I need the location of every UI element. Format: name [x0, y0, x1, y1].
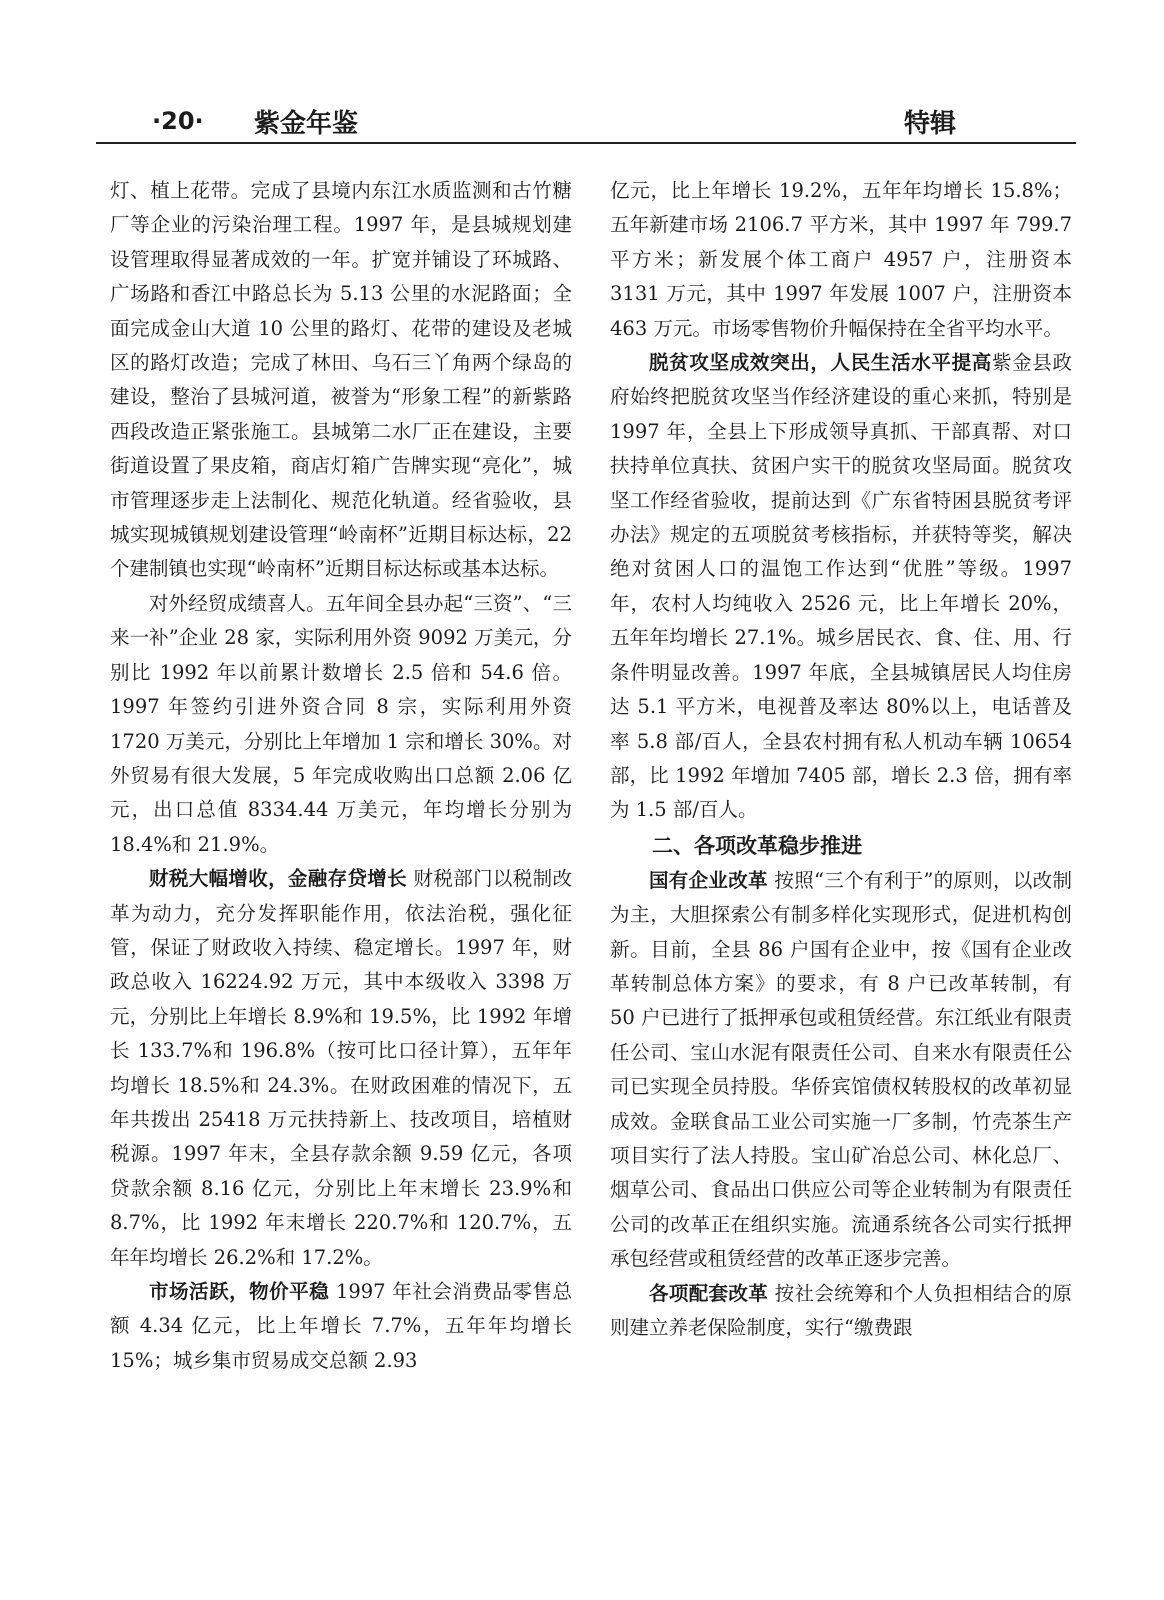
page-number: ·20· [152, 107, 204, 135]
paragraph [110, 1275, 572, 1378]
paragraph-body: 财税部门以税制改革为动力，充分发挥职能作用，依法治税，强化征管，保证了财政收入持续、稳定增长。1997 年，财政总收入 16224.92 万元，其中本级收入 3398 万元，分别比上年增长 8.9%和 19.5%，比 1992 年增长 133.7%和 196.8%（按可比口径计算），五年年均增长 18.5%和 24.3%。在财政困难的情况下，五年共拨出 25418 万元扶持新上、技改项目，培植财税源。1997 年末，全县存款余额 9.59 亿元，各项贷款余额 8.16 亿元，分别比上年末增长 23.9%和 8.7%，比 1992 年末增长 220.7%和 120.7%，五年年均增长 26.2%和 17.2%。 [110, 867, 572, 1269]
paragraph-body: 1997 年社会消费品零售总额 4.34 亿元，比上年增长 7.7%，五年年均增长 15%；城乡集市贸易成交总额 2.93 [110, 1280, 572, 1372]
left-column [110, 174, 572, 1378]
paragraph: 亿元，比上年增长 19.2%，五年年均增长 15.8%；五年新建市场 2106.7 平方米，其中 1997 年 799.7 平方米；新发展个体工商户 4957 户，注册资本 3131 万元，其中 1997 年发展 1007 户，注册资本 463 万元。市场零售物价升幅保持在全省平均水平。 [610, 179, 1072, 340]
paragraph [610, 1277, 1072, 1346]
paragraph [610, 864, 1072, 1277]
paragraph: 对外经贸成绩喜人。五年间全县办起“三资”、“三来一补”企业 28 家，实际利用外资 9092 万美元，分别比 1992 年以前累计数增长 2.5 倍和 54.6 倍。1997 年签约引进外资合同 8 宗，实际利用外资 1720 万美元，分别比上年增加 1 宗和增长 30%。对外贸易有很大发展，5 年完成收购出口总额 2.06 亿元，出口总值 8334.44 万美元，年均增长分别为 18.4%和 21.9%。 [110, 591, 572, 856]
paragraph-title: 脱贫攻坚成效突出，人民生活水平提高 [649, 351, 992, 375]
paragraph-title: 国有企业改革 [649, 868, 768, 892]
paragraph: 灯、植上花带。完成了县境内东江水质监测和古竹糖厂等企业的污染治理工程。1997 年，是县城规划建设管理取得显著成效的一年。扩宽并铺设了环城路、广场路和香江中路总长为 5.13 公里的水泥路面；全面完成金山大道 10 公里的路灯、花带的建设及老城区的路灯改造；完成了林田、乌石三丫角两个绿岛的建设，整治了县城河道，被誉为“形象工程”的新紫路西段改造正紧张施工。县城第二水厂正在建设，主要街道设置了果皮箱，商店灯箱广告牌实现“亮化”，城市管理逐步走上法制化、规范化轨道。经省验收，县城实现城镇规划建设管理“岭南杯”近期目标达标，22 个建制镇也实现“岭南杯”近期目标达标或基本达标。 [110, 179, 572, 581]
right-column [610, 174, 1072, 1345]
section-name: 特辑 [903, 109, 956, 139]
paragraph [610, 346, 1072, 828]
paragraph-body: 紫金县政府始终把脱贫攻坚当作经济建设的重心来抓，特别是 1997 年，全县上下形成领导真抓、干部真帮、对口扶持单位真扶、贫困户实干的脱贫攻坚局面。脱贫攻坚工作经省验收，提前达到《广东省特困县脱贫考评办法》规定的五项脱贫考核指标，并获特等奖，解决绝对贫困人口的温饱工作达到“优胜”等级。1997 年，农村人均纯收入 2526 元，比上年增长 20%，五年年均增长 27.1%。城乡居民衣、食、住、用、行条件明显改善。1997 年底，全县城镇居民人均住房达 5.1 平方米，电视普及率达 80%以上，电话普及率 5.8 部/百人，全县农村拥有私人机动车辆 10654 部，比 1992 年增加 7405 部，增长 2.3 倍，拥有率为 1.5 部/百人。 [610, 351, 1072, 822]
paragraph-body: 按照“三个有利于”的原则，以改制为主，大胆探索公有制多样化实现形式，促进机构创新。目前，全县 86 户国有企业中，按《国有企业改革转制总体方案》的要求，有 8 户已改革转制，有 50 户已进行了抵押承包或租赁经营。东江纸业有限责任公司、宝山水泥有限责任公司、自来水有限责任公司已实现全员持股。华侨宾馆债权转股权的改革初显成效。金联食品工业公司实施一厂多制，竹壳茶生产项目实行了法人持股。宝山矿冶总公司、林化总厂、烟草公司、食品出口供应公司等企业转制为有限责任公司的改革正在组织实施。流通系统各公司实行抵押承包经营或租赁经营的改革正逐步完善。 [610, 868, 1072, 1271]
paragraph-title: 市场活跃，物价平稳 [149, 1280, 330, 1303]
paragraph-body: 按社会统筹和个人负担相结合的原则建立养老保险制度，实行“缴费跟 [610, 1281, 1072, 1339]
paragraph [110, 862, 572, 1275]
paragraph-title: 财税大幅增收，金融存贷增长 [149, 867, 407, 891]
header-rule [96, 142, 1076, 144]
book-title: 紫金年鉴 [254, 109, 359, 139]
page-header [96, 103, 1076, 143]
section-heading: 二、各项改革稳步推进 [652, 833, 862, 858]
paragraph-title: 各项配套改革 [649, 1281, 769, 1305]
